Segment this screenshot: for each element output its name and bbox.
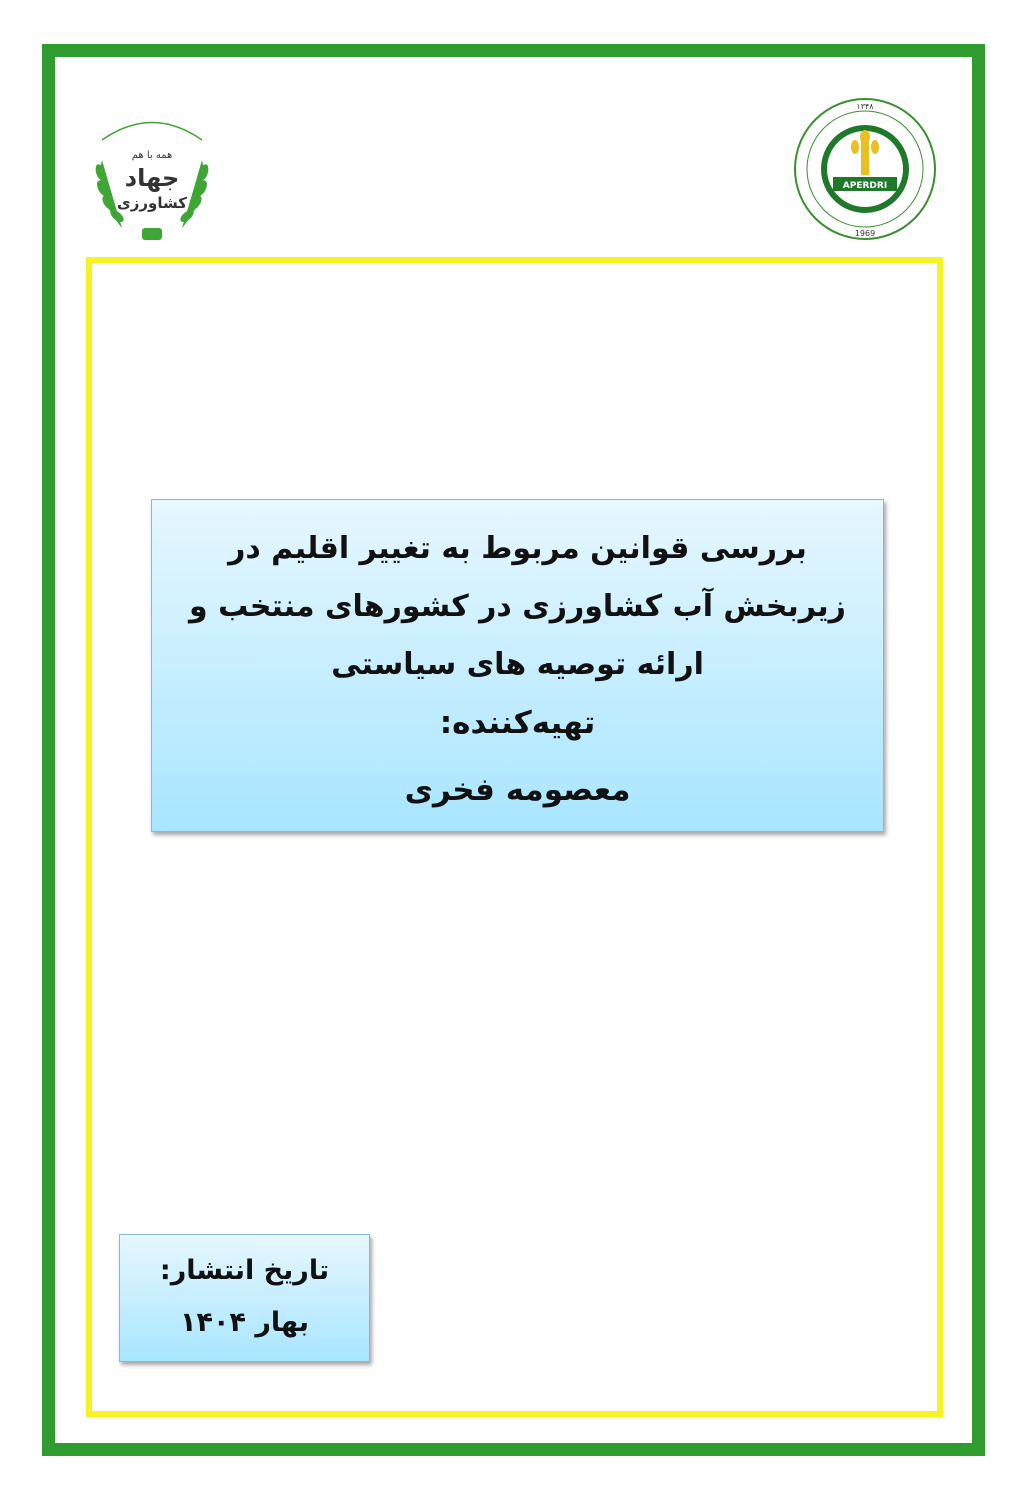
logo-left-line1: همه با هم	[131, 150, 173, 161]
document-title: بررسی قوانین مربوط به تغییر اقلیم در زیربخش آب کشاورزی در کشورهای منتخب و ارائه توصیه های سیاستی	[189, 531, 846, 682]
aperdri-logo-icon	[793, 97, 938, 242]
title-box	[151, 499, 884, 832]
logo-left-line3: کشاورزی	[117, 194, 187, 212]
publication-date-box	[119, 1234, 370, 1362]
author-label: تهیه‌کننده:	[439, 705, 596, 741]
logo-right-abbr: APERDRI	[842, 181, 888, 191]
logo-right-year-fa: ۱۳۴۸	[856, 102, 874, 111]
logo-left-line2: جهاد	[124, 164, 180, 192]
publication-date-label: تاریخ انتشار:	[159, 1255, 330, 1286]
author-name: معصومه فخری	[404, 772, 631, 808]
publication-date-value: بهار ۱۴۰۴	[180, 1307, 309, 1338]
jahad-keshavarzi-logo-icon	[82, 100, 222, 245]
logo-right-year-en: 1969	[854, 229, 876, 238]
